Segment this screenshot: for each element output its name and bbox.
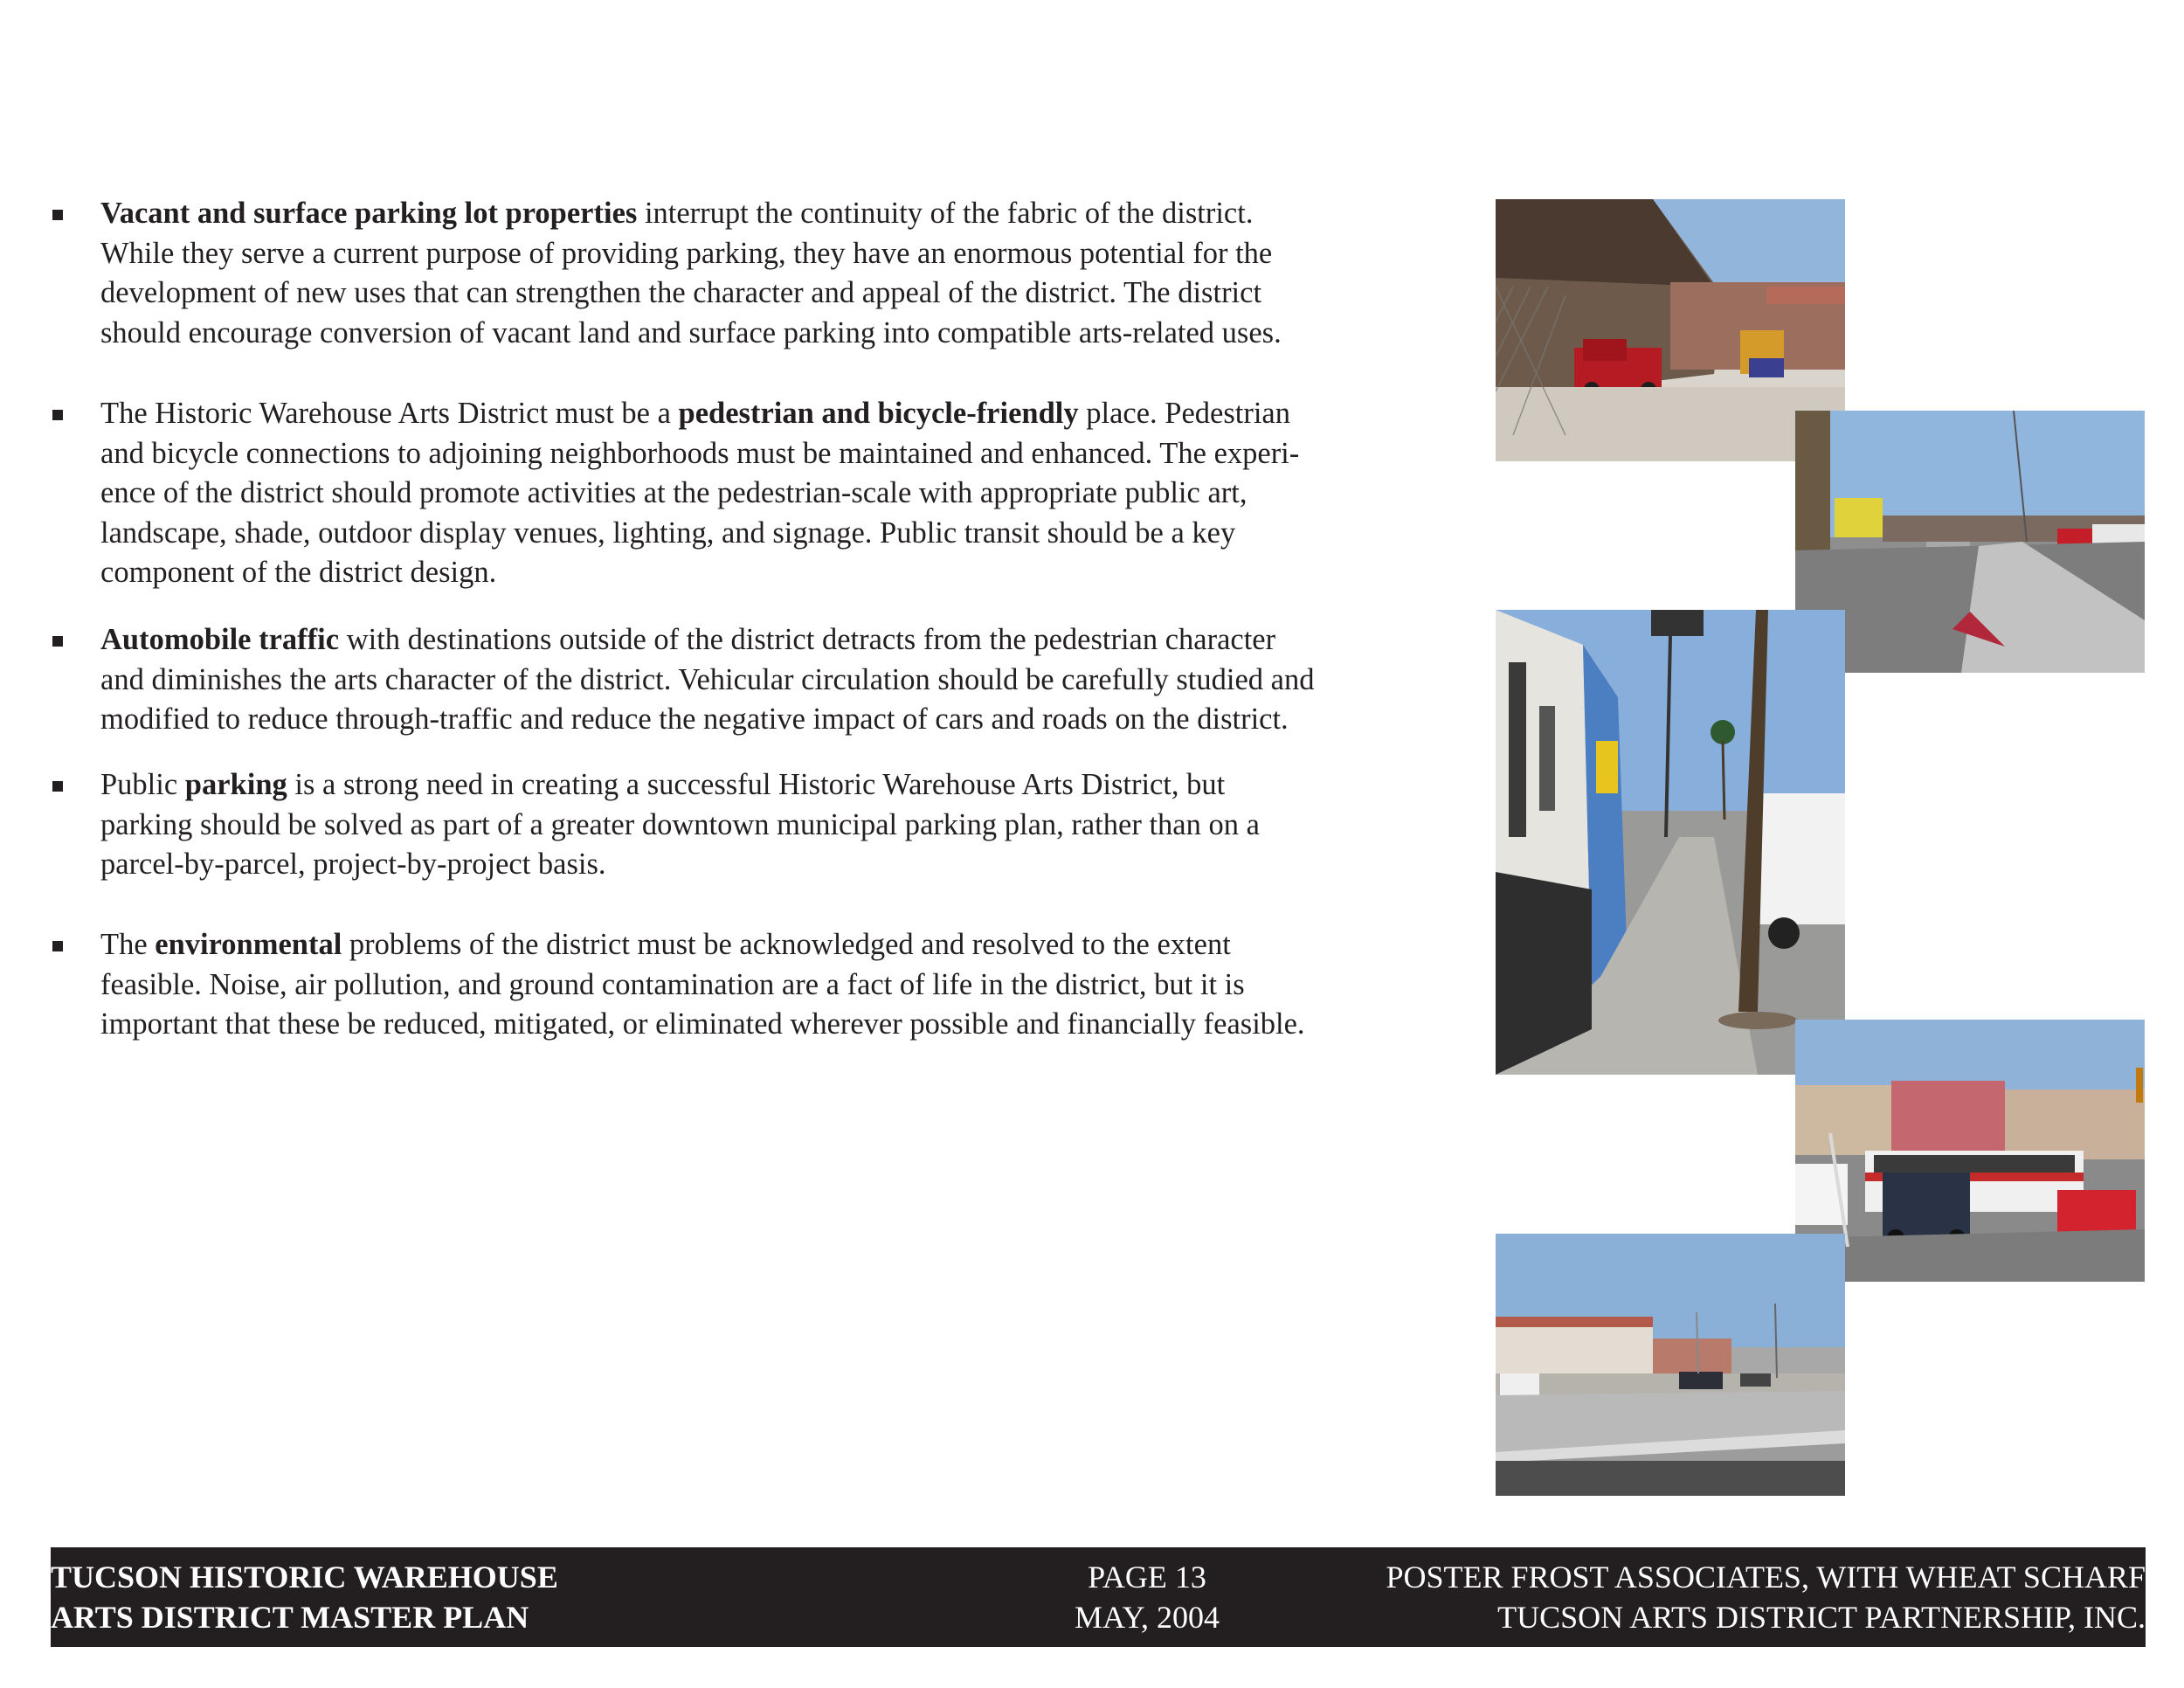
bold-term: environmental — [155, 928, 342, 961]
bullet-pedestrian — [51, 394, 1448, 593]
bullet-parking — [51, 765, 1448, 885]
bullet-paragraph: Vacant and surface parking lot properties interrupt the continuity of the fabric of the district. While they serve a current purpose of providing parking, they have an enormous potential for the development of new uses that can strengthen the character and appeal of the district. The district should encourage conversion of vacant land and surface parking into compatible arts-related uses. — [100, 197, 1282, 349]
bullet-vacant-parking — [51, 194, 1448, 353]
bullet-automobile — [51, 620, 1448, 740]
photo-wide-street — [1496, 1234, 1845, 1496]
bold-term: pedestrian and bicycle-friendly — [678, 397, 1079, 430]
footer-document-title: TUCSON HISTORIC WAREHOUSE ARTS DISTRICT MASTER PLAN — [51, 1560, 558, 1635]
photo-street-cars — [1795, 411, 2145, 673]
page-number: PAGE 13 — [1088, 1560, 1206, 1595]
bold-term: Automobile traffic — [100, 623, 340, 656]
bold-term: Vacant and surface parking lot properties — [100, 197, 638, 230]
bullet-paragraph: Public parking is a strong need in creating a successful Historic Warehouse Arts District, but parking should be solved as part of a greater downtown municipal parking plan, rather than on a parcel-by-parcel, project-by-project basis. — [100, 768, 1260, 882]
bullet-marker — [52, 781, 63, 792]
footer-page-info — [1003, 1557, 1291, 1637]
bullet-marker — [52, 941, 63, 951]
page-footer — [51, 1547, 2146, 1647]
bullet-environmental — [51, 925, 1448, 1045]
bullet-marker — [52, 210, 63, 220]
bullet-marker — [52, 410, 63, 420]
photo-bus-traffic — [1795, 1020, 2145, 1282]
bullet-paragraph: The environmental problems of the district must be acknowledged and resolved to the extent feasible. Noise, air pollution, and ground contamination are a fact of life in the district, but it is important that these be reduced, mitigated, or eliminated wherever possible and financially feasible. — [100, 928, 1305, 1041]
bold-term: parking — [184, 768, 287, 801]
page-date: MAY, 2004 — [1074, 1600, 1220, 1635]
photo-warehouse-parking — [1496, 199, 1845, 461]
footer-authors: POSTER FROST ASSOCIATES, WITH WHEAT SCHARF TUCSON ARTS DISTRICT PARTNERSHIP, INC. — [1386, 1560, 2146, 1635]
photo-sidewalk — [1496, 610, 1845, 1075]
bullet-paragraph: The Historic Warehouse Arts District must be a pedestrian and bicycle-friendly place. Pedestrian and bicycle connections to adjoining neighborhoods must be maintained and enhanced. The experi- ence of the district should promote activities at the pedestrian-scale with appropriate public art, landscape, shade, outdoor display venues, lighting, and signage. Public transit should be a key component of the district design. — [100, 397, 1300, 590]
bullet-marker — [52, 636, 63, 647]
bullet-paragraph: Automobile traffic with destinations outside of the district detracts from the pedestrian character and diminishes the arts character of the district. Vehicular circulation should be carefully studied and modified to reduce through-traffic and reduce the negative impact of cars and roads on the district. — [100, 623, 1315, 737]
